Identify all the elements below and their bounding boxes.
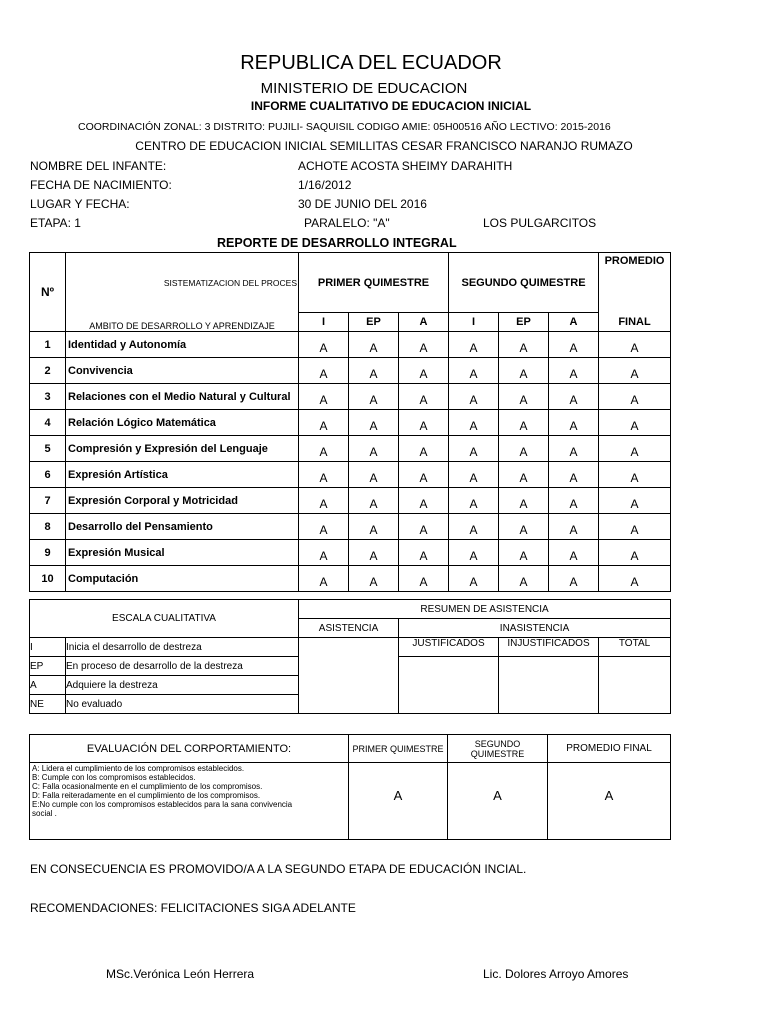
grade-row [30, 332, 671, 358]
behavior-q1-value: A [349, 763, 448, 840]
grade-cell: A [499, 566, 549, 592]
grade-row [30, 514, 671, 540]
scale-code: NE [30, 695, 66, 714]
col-num-header: Nº [30, 253, 66, 332]
place-value: 30 DE JUNIO DEL 2016 [298, 197, 427, 211]
scale-desc: En proceso de desarrollo de la destreza [66, 657, 299, 676]
grade-cell: A [349, 540, 399, 566]
country-title: REPUBLICA DEL ECUADOR [240, 52, 502, 74]
birth-value: 1/16/2012 [298, 178, 352, 192]
inasistencia-header: INASISTENCIA [399, 619, 671, 638]
row-number: 5 [30, 436, 66, 462]
sub-header-q2-a: A [549, 313, 599, 332]
behavior-q2-header: SEGUNDO QUIMESTRE [448, 735, 548, 763]
row-area: Relación Lógico Matemática [66, 410, 299, 436]
grade-cell: A [349, 436, 399, 462]
grade-row [30, 540, 671, 566]
grade-cell: A [349, 358, 399, 384]
signer-2: Lic. Dolores Arroyo Amores [483, 967, 629, 981]
grade-cell: A [549, 540, 599, 566]
row-number: 2 [30, 358, 66, 384]
scale-title: ESCALA CUALITATIVA [30, 600, 299, 638]
place-label: LUGAR Y FECHA: [30, 197, 130, 211]
total-value [599, 657, 671, 714]
grade-cell: A [499, 358, 549, 384]
grade-cell: A [399, 514, 449, 540]
grade-cell: A [349, 566, 399, 592]
grade-row [30, 358, 671, 384]
row-number: 1 [30, 332, 66, 358]
behavior-title: EVALUACIÓN DEL CORPORTAMIENTO: [30, 735, 349, 763]
grade-cell: A [349, 488, 399, 514]
grade-cell: A [499, 436, 549, 462]
grade-cell: A [599, 462, 671, 488]
asistencia-header: ASISTENCIA [299, 619, 399, 638]
grade-cell: A [549, 488, 599, 514]
scale-code: I [30, 638, 66, 657]
grade-cell: A [499, 384, 549, 410]
grade-cell: A [499, 462, 549, 488]
q1-header: PRIMER QUIMESTRE [299, 253, 449, 313]
report-type: INFORME CUALITATIVO DE EDUCACION INICIAL [250, 99, 532, 113]
grade-cell: A [299, 410, 349, 436]
grade-cell: A [499, 410, 549, 436]
q2-header: SEGUNDO QUIMESTRE [449, 253, 599, 313]
row-number: 3 [30, 384, 66, 410]
grade-cell: A [599, 566, 671, 592]
grade-cell: A [599, 410, 671, 436]
grade-cell: A [399, 462, 449, 488]
legend-line: E:No cumple con los compromisos establecidos para la sana convivencia [32, 800, 293, 809]
grade-cell: A [549, 384, 599, 410]
group-name: LOS PULGARCITOS [483, 216, 597, 230]
grade-cell: A [399, 384, 449, 410]
grade-row [30, 410, 671, 436]
grade-cell: A [299, 462, 349, 488]
grade-cell: A [549, 514, 599, 540]
grade-cell: A [349, 332, 399, 358]
grade-cell: A [299, 540, 349, 566]
center-name: CENTRO DE EDUCACION INICIAL SEMILLITAS CESAR FRANCISCO NARANJO RUMAZO [135, 139, 633, 153]
grade-cell: A [499, 332, 549, 358]
scale-desc: No evaluado [66, 695, 299, 714]
grade-row [30, 566, 671, 592]
promedio-header: PROMEDIO [599, 253, 671, 313]
grade-cell: A [549, 462, 599, 488]
row-number: 7 [30, 488, 66, 514]
grade-cell: A [449, 488, 499, 514]
behavior-legend [30, 763, 349, 840]
behavior-final-header: PROMEDIO FINAL [548, 735, 671, 763]
legend-line: B: Cumple con los compromisos establecidos. [32, 773, 196, 782]
grade-cell: A [549, 436, 599, 462]
grade-cell: A [549, 410, 599, 436]
grade-cell: A [349, 514, 399, 540]
justificados-value [399, 657, 499, 714]
row-area: Expresión Corporal y Motricidad [66, 488, 299, 514]
row-number: 10 [30, 566, 66, 592]
grade-cell: A [449, 566, 499, 592]
scale-code: EP [30, 657, 66, 676]
signer-1: MSc.Verónica León Herrera [106, 967, 255, 981]
grade-row [30, 462, 671, 488]
promotion-text: EN CONSECUENCIA ES PROMOVIDO/A A LA SEGUNDO ETAPA DE EDUCACIÓN INCIAL. [30, 862, 527, 876]
parallel-label: PARALELO: "A" [304, 216, 390, 230]
grade-cell: A [399, 540, 449, 566]
grade-cell: A [399, 332, 449, 358]
row-area: Expresión Artística [66, 462, 299, 488]
grade-cell: A [599, 436, 671, 462]
attendance-title: RESUMEN DE ASISTENCIA [299, 600, 671, 619]
grade-cell: A [349, 384, 399, 410]
grade-cell: A [599, 514, 671, 540]
col-ambito-header: AMBITO DE DESARROLLO Y APRENDIZAJE [66, 313, 299, 332]
behavior-table [29, 734, 671, 840]
coordination-line: COORDINACIÓN ZONAL: 3 DISTRITO: PUJILI- SAQUISIL CODIGO AMIE: 05H00516 AÑO LECTIVO: 2015-2016 [78, 121, 611, 133]
grade-cell: A [399, 488, 449, 514]
grade-cell: A [299, 384, 349, 410]
row-area: Identidad y Autonomía [66, 332, 299, 358]
grade-cell: A [599, 540, 671, 566]
scale-desc: Adquiere la destreza [66, 676, 299, 695]
grade-cell: A [349, 462, 399, 488]
legend-line: C: Falla ocasionalmente en el cumplimiento de los compromisos. [32, 782, 263, 791]
grade-cell: A [299, 436, 349, 462]
grade-row [30, 488, 671, 514]
grade-cell: A [449, 410, 499, 436]
recommendations-text: RECOMENDACIONES: FELICITACIONES SIGA ADELANTE [30, 901, 356, 915]
grade-cell: A [599, 384, 671, 410]
ministry-title: MINISTERIO DE EDUCACION [260, 80, 468, 97]
scale-attendance-table [29, 599, 671, 714]
total-header: TOTAL [599, 638, 671, 657]
legend-line: A: Lidera el cumplimiento de los compromisos establecidos. [32, 764, 245, 773]
grade-cell: A [549, 332, 599, 358]
grade-cell: A [299, 566, 349, 592]
stage-label: ETAPA: 1 [30, 216, 81, 230]
asistencia-value [299, 638, 399, 714]
grade-cell: A [399, 436, 449, 462]
row-number: 8 [30, 514, 66, 540]
grade-cell: A [449, 436, 499, 462]
grade-cell: A [499, 540, 549, 566]
grade-cell: A [599, 358, 671, 384]
grade-cell: A [499, 514, 549, 540]
sub-header-q1-ep: EP [349, 313, 399, 332]
row-number: 4 [30, 410, 66, 436]
injustificados-value [499, 657, 599, 714]
sub-header-q2-ep: EP [499, 313, 549, 332]
grade-row [30, 436, 671, 462]
grade-cell: A [449, 462, 499, 488]
grade-cell: A [599, 332, 671, 358]
grade-cell: A [449, 514, 499, 540]
row-area: Convivencia [66, 358, 299, 384]
row-number: 6 [30, 462, 66, 488]
row-number: 9 [30, 540, 66, 566]
grade-cell: A [299, 332, 349, 358]
row-area: Computación [66, 566, 299, 592]
row-area: Relaciones con el Medio Natural y Cultural [66, 384, 299, 410]
grade-cell: A [599, 488, 671, 514]
grade-cell: A [449, 332, 499, 358]
col-system-header: SISTEMATIZACION DEL PROCES [66, 253, 299, 313]
grade-cell: A [349, 410, 399, 436]
grade-cell: A [299, 514, 349, 540]
grade-cell: A [399, 566, 449, 592]
justificados-header: JUSTIFICADOS [399, 638, 499, 657]
row-area: Desarrollo del Pensamiento [66, 514, 299, 540]
grade-cell: A [449, 540, 499, 566]
final-header: FINAL [599, 313, 671, 332]
grade-cell: A [549, 566, 599, 592]
grade-cell: A [449, 384, 499, 410]
sub-header-q1-i: I [299, 313, 349, 332]
grade-cell: A [549, 358, 599, 384]
row-area: Compresión y Expresión del Lenguaje [66, 436, 299, 462]
grade-cell: A [449, 358, 499, 384]
injustificados-header: INJUSTIFICADOS [499, 638, 599, 657]
sub-header-q2-i: I [449, 313, 499, 332]
behavior-q1-header: PRIMER QUIMESTRE [349, 735, 448, 763]
scale-desc: Inicia el desarrollo de destreza [66, 638, 299, 657]
grade-cell: A [499, 488, 549, 514]
name-value: ACHOTE ACOSTA SHEIMY DARAHITH [298, 159, 513, 173]
grade-cell: A [399, 410, 449, 436]
name-label: NOMBRE DEL INFANTE: [30, 159, 167, 173]
grade-row [30, 384, 671, 410]
legend-line: social . [32, 809, 57, 818]
sub-header-q1-a: A [399, 313, 449, 332]
scale-code: A [30, 676, 66, 695]
behavior-final-value: A [548, 763, 671, 840]
grade-cell: A [299, 488, 349, 514]
row-area: Expresión Musical [66, 540, 299, 566]
report-title: REPORTE DE DESARROLLO INTEGRAL [217, 236, 457, 250]
grades-table [29, 252, 671, 592]
behavior-q2-value: A [448, 763, 548, 840]
legend-line: D: Falla reiteradamente en el cumplimiento de los compromisos. [32, 791, 261, 800]
birth-label: FECHA DE NACIMIENTO: [30, 178, 172, 192]
grade-cell: A [399, 358, 449, 384]
grade-cell: A [299, 358, 349, 384]
